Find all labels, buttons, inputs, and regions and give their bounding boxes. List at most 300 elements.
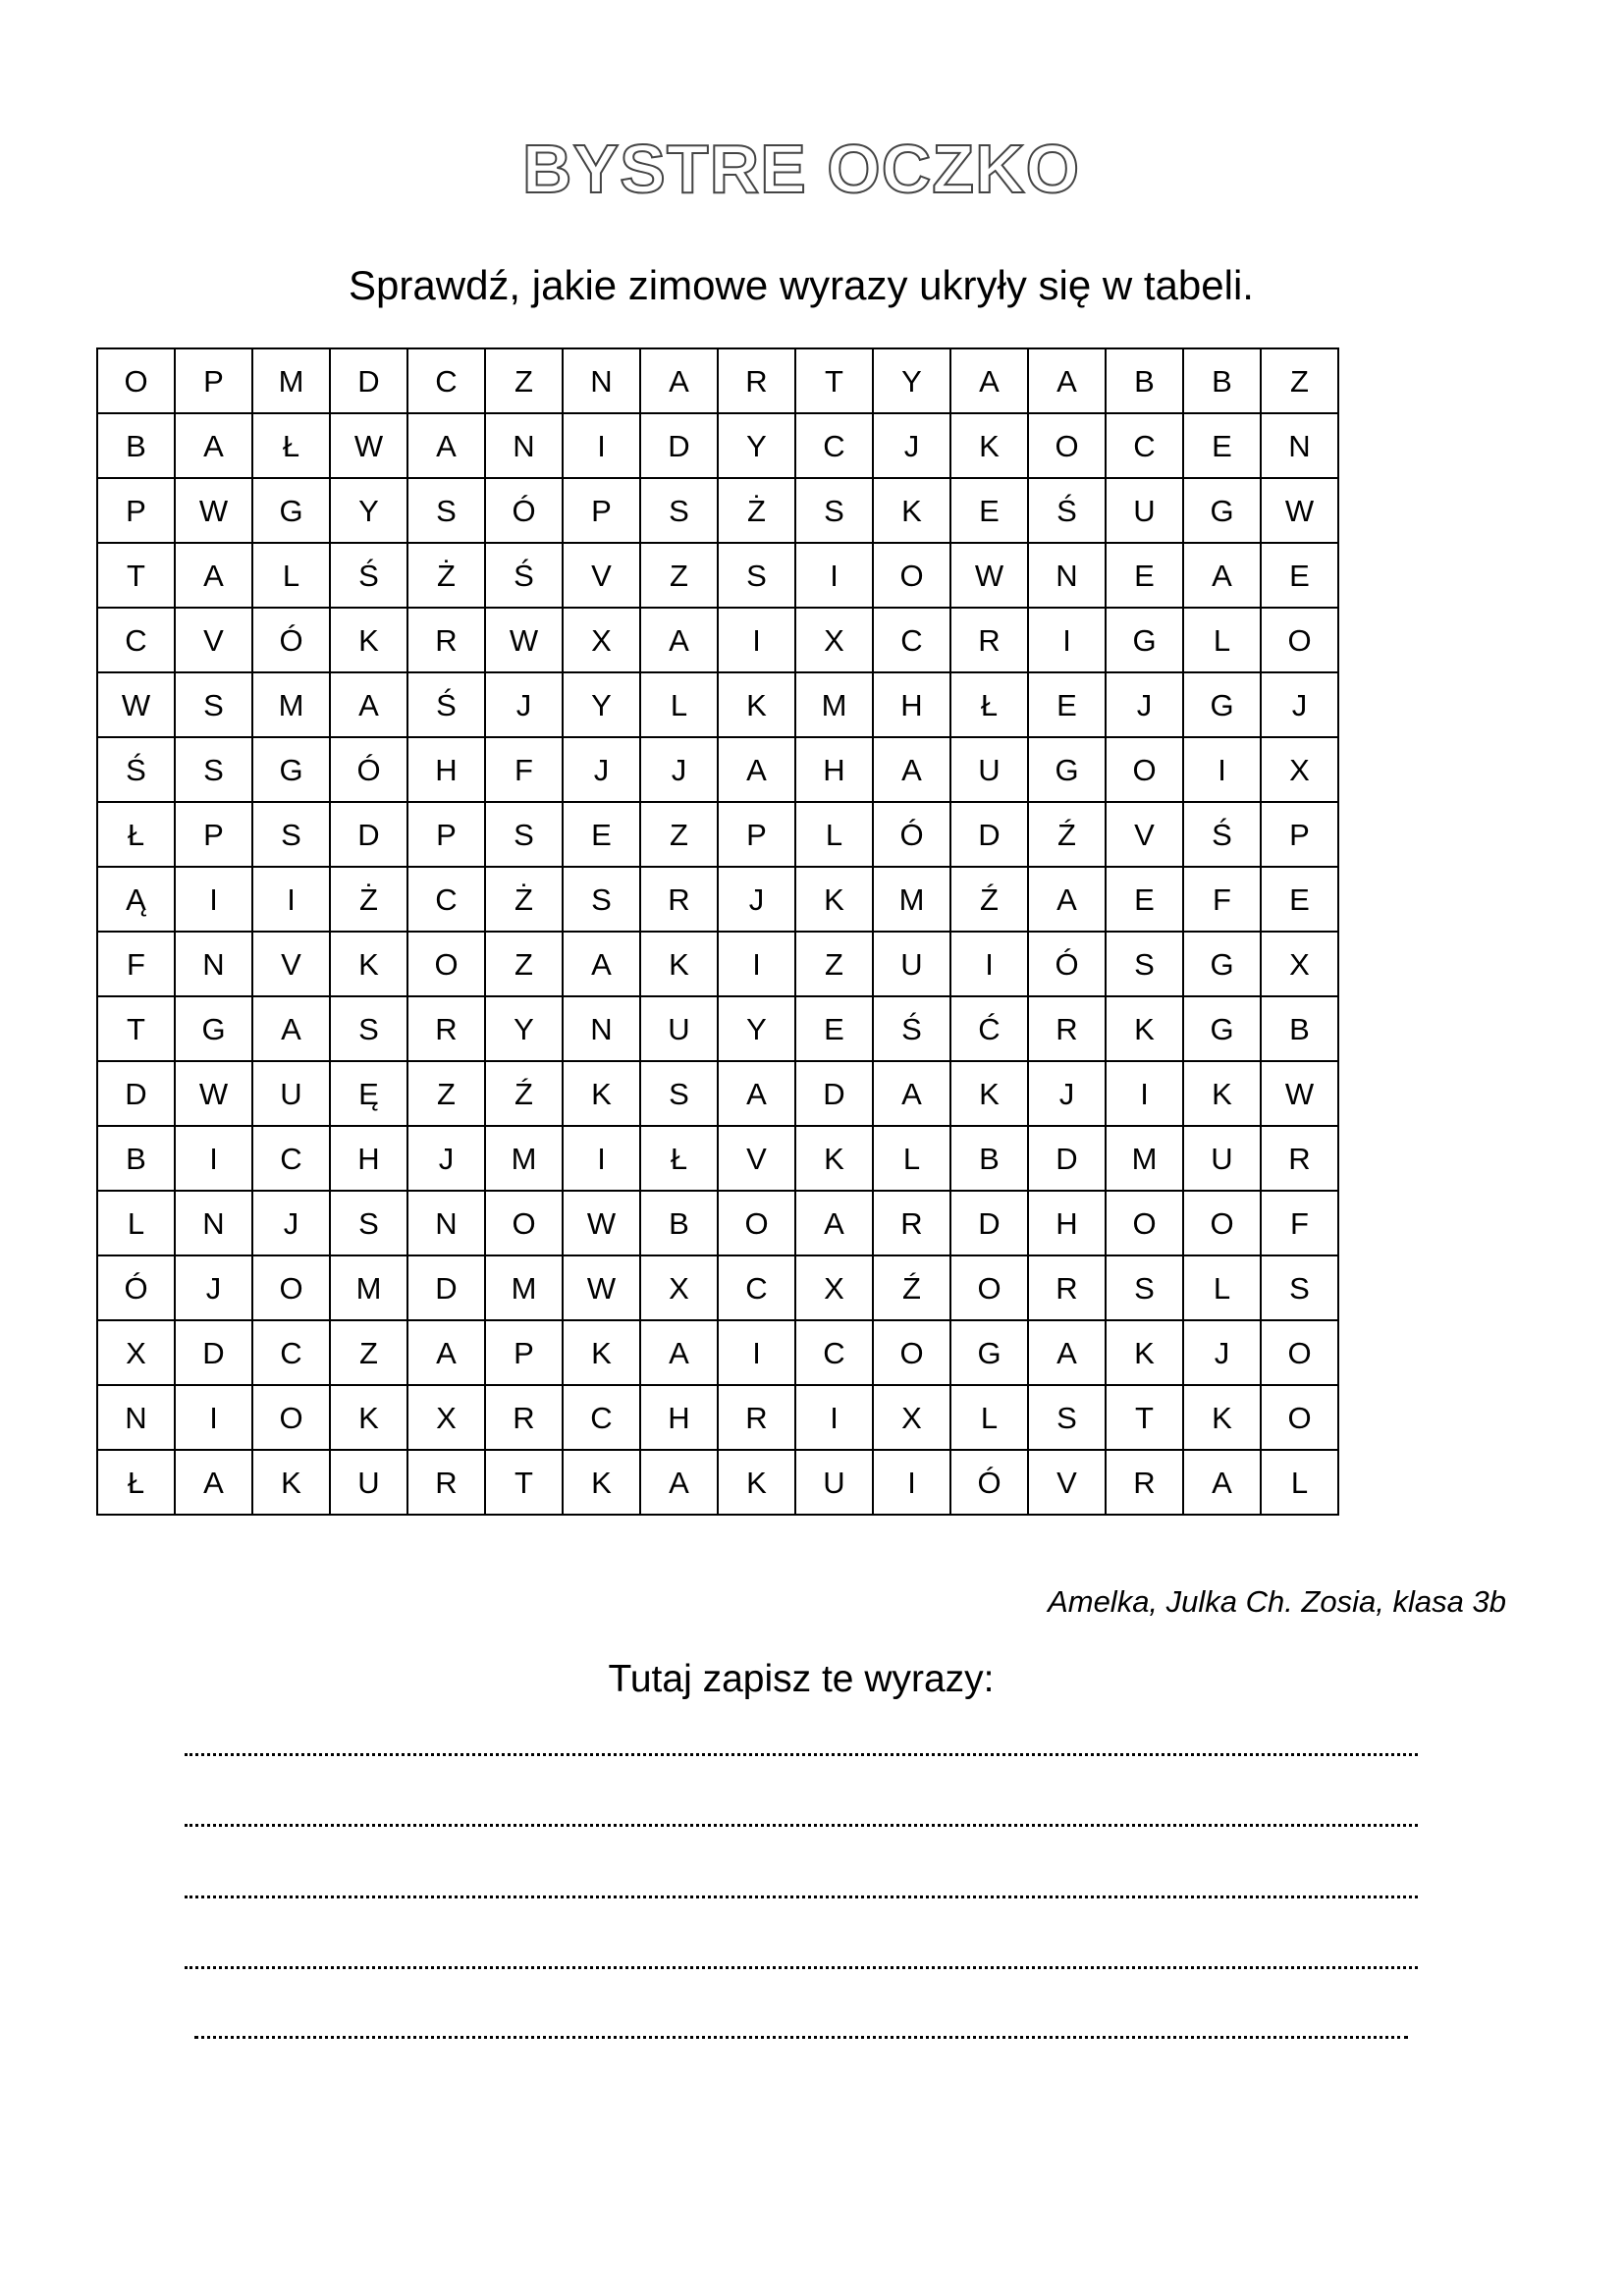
grid-cell[interactable]: A <box>1028 348 1106 413</box>
grid-cell[interactable]: J <box>175 1255 252 1320</box>
grid-cell[interactable]: D <box>1028 1126 1106 1191</box>
grid-cell[interactable]: J <box>1261 672 1338 737</box>
grid-cell[interactable]: A <box>718 1061 795 1126</box>
grid-cell[interactable]: O <box>485 1191 563 1255</box>
grid-cell[interactable]: G <box>950 1320 1028 1385</box>
grid-cell[interactable]: X <box>1261 737 1338 802</box>
grid-cell[interactable]: Y <box>718 996 795 1061</box>
grid-cell[interactable]: Y <box>563 672 640 737</box>
grid-cell[interactable]: U <box>873 932 950 996</box>
grid-cell[interactable]: C <box>252 1126 330 1191</box>
grid-cell[interactable]: E <box>950 478 1028 543</box>
grid-cell[interactable]: O <box>950 1255 1028 1320</box>
grid-cell[interactable]: D <box>950 802 1028 867</box>
grid-cell[interactable]: F <box>1261 1191 1338 1255</box>
grid-cell[interactable]: W <box>175 1061 252 1126</box>
grid-cell[interactable]: A <box>950 348 1028 413</box>
grid-cell[interactable]: C <box>795 1320 873 1385</box>
grid-cell[interactable]: A <box>330 672 407 737</box>
answer-line[interactable] <box>194 2036 1408 2039</box>
grid-cell[interactable]: Ś <box>1183 802 1261 867</box>
grid-cell[interactable]: M <box>485 1255 563 1320</box>
grid-cell[interactable]: X <box>563 608 640 672</box>
answer-line[interactable] <box>185 1896 1418 1898</box>
grid-cell[interactable]: A <box>873 1061 950 1126</box>
grid-cell[interactable]: G <box>1183 996 1261 1061</box>
grid-cell[interactable]: I <box>563 413 640 478</box>
grid-cell[interactable]: Ó <box>97 1255 175 1320</box>
grid-cell[interactable]: J <box>1183 1320 1261 1385</box>
grid-cell[interactable]: X <box>1261 932 1338 996</box>
grid-cell[interactable]: F <box>97 932 175 996</box>
grid-cell[interactable]: O <box>873 1320 950 1385</box>
grid-cell[interactable]: I <box>873 1450 950 1515</box>
grid-cell[interactable]: Y <box>718 413 795 478</box>
grid-cell[interactable]: D <box>407 1255 485 1320</box>
grid-cell[interactable]: B <box>97 413 175 478</box>
grid-cell[interactable]: L <box>1261 1450 1338 1515</box>
grid-cell[interactable]: T <box>97 543 175 608</box>
grid-cell[interactable]: G <box>252 737 330 802</box>
grid-cell[interactable]: L <box>640 672 718 737</box>
grid-cell[interactable]: H <box>407 737 485 802</box>
grid-cell[interactable]: C <box>97 608 175 672</box>
grid-cell[interactable]: I <box>718 932 795 996</box>
grid-cell[interactable]: Ś <box>330 543 407 608</box>
grid-cell[interactable]: I <box>950 932 1028 996</box>
instruction-text: Sprawdź, jakie zimowe wyrazy ukryły się w tabeli. <box>349 262 1254 308</box>
grid-cell[interactable]: G <box>1183 672 1261 737</box>
grid-cell[interactable]: I <box>718 1320 795 1385</box>
grid-cell[interactable]: J <box>873 413 950 478</box>
grid-cell[interactable]: I <box>1106 1061 1183 1126</box>
grid-cell[interactable]: R <box>485 1385 563 1450</box>
answer-line[interactable] <box>185 1966 1418 1969</box>
grid-cell[interactable]: Z <box>330 1320 407 1385</box>
grid-cell[interactable]: A <box>1183 543 1261 608</box>
grid-cell[interactable]: K <box>563 1450 640 1515</box>
grid-cell[interactable]: Ą <box>97 867 175 932</box>
grid-cell[interactable]: L <box>1183 1255 1261 1320</box>
grid-cell[interactable]: M <box>252 348 330 413</box>
grid-cell[interactable]: D <box>330 802 407 867</box>
grid-cell[interactable]: N <box>175 932 252 996</box>
grid-cell[interactable]: C <box>1106 413 1183 478</box>
grid-cell[interactable]: I <box>795 543 873 608</box>
grid-cell[interactable]: X <box>407 1385 485 1450</box>
grid-row <box>97 1061 1338 1126</box>
grid-cell[interactable]: C <box>407 867 485 932</box>
grid-cell[interactable]: N <box>175 1191 252 1255</box>
grid-cell[interactable]: Ł <box>97 802 175 867</box>
grid-cell[interactable]: O <box>407 932 485 996</box>
grid-cell[interactable]: M <box>485 1126 563 1191</box>
grid-cell[interactable]: P <box>175 802 252 867</box>
grid-cell[interactable]: Ś <box>485 543 563 608</box>
grid-cell[interactable]: A <box>718 737 795 802</box>
grid-cell[interactable]: N <box>563 348 640 413</box>
grid-cell[interactable]: B <box>1261 996 1338 1061</box>
grid-cell[interactable]: C <box>563 1385 640 1450</box>
grid-cell[interactable]: R <box>1261 1126 1338 1191</box>
grid-cell[interactable]: L <box>950 1385 1028 1450</box>
grid-cell[interactable]: K <box>795 1126 873 1191</box>
grid-cell[interactable]: Ó <box>252 608 330 672</box>
grid-cell[interactable]: A <box>640 1450 718 1515</box>
grid-cell[interactable]: A <box>175 413 252 478</box>
grid-cell[interactable]: U <box>1106 478 1183 543</box>
grid-cell[interactable]: K <box>1106 996 1183 1061</box>
grid-cell[interactable]: C <box>795 413 873 478</box>
grid-cell[interactable]: Ó <box>330 737 407 802</box>
grid-cell[interactable]: M <box>1106 1126 1183 1191</box>
grid-cell[interactable]: Z <box>640 802 718 867</box>
grid-cell[interactable]: W <box>1261 478 1338 543</box>
word-search-grid <box>96 347 1339 1516</box>
grid-cell[interactable]: P <box>97 478 175 543</box>
grid-cell[interactable]: R <box>1028 996 1106 1061</box>
grid-cell[interactable]: Z <box>1261 348 1338 413</box>
grid-cell[interactable]: I <box>175 867 252 932</box>
grid-cell[interactable]: A <box>252 996 330 1061</box>
grid-cell[interactable]: O <box>97 348 175 413</box>
grid-cell[interactable]: W <box>330 413 407 478</box>
grid-cell[interactable]: K <box>563 1061 640 1126</box>
grid-cell[interactable]: H <box>330 1126 407 1191</box>
grid-cell[interactable]: E <box>1028 672 1106 737</box>
grid-cell[interactable]: O <box>1106 1191 1183 1255</box>
grid-cell[interactable]: E <box>795 996 873 1061</box>
authors-credit: Amelka, Julka Ch. Zosia, klasa 3b <box>1048 1584 1506 1619</box>
grid-cell[interactable]: G <box>1183 478 1261 543</box>
grid-cell[interactable]: E <box>1261 543 1338 608</box>
grid-row <box>97 1320 1338 1385</box>
grid-cell[interactable]: Z <box>407 1061 485 1126</box>
grid-cell[interactable]: G <box>175 996 252 1061</box>
grid-cell[interactable]: D <box>97 1061 175 1126</box>
grid-cell[interactable]: U <box>795 1450 873 1515</box>
grid-cell[interactable]: A <box>563 932 640 996</box>
answer-prompt: Tutaj zapisz te wyrazy: <box>608 1658 995 1700</box>
grid-cell[interactable]: P <box>407 802 485 867</box>
grid-cell[interactable]: Ź <box>1028 802 1106 867</box>
grid-cell[interactable]: E <box>1183 413 1261 478</box>
grid-cell[interactable]: D <box>175 1320 252 1385</box>
grid-cell[interactable]: I <box>1028 608 1106 672</box>
grid-cell[interactable]: B <box>640 1191 718 1255</box>
grid-cell[interactable]: Ź <box>873 1255 950 1320</box>
grid-cell[interactable]: T <box>485 1450 563 1515</box>
grid-cell[interactable]: V <box>1106 802 1183 867</box>
grid-cell[interactable]: T <box>795 348 873 413</box>
grid-cell[interactable]: K <box>330 1385 407 1450</box>
grid-cell[interactable]: H <box>1028 1191 1106 1255</box>
grid-cell[interactable]: O <box>1261 608 1338 672</box>
grid-cell[interactable]: E <box>563 802 640 867</box>
grid-cell[interactable]: H <box>640 1385 718 1450</box>
grid-cell[interactable]: J <box>1106 672 1183 737</box>
grid-cell[interactable]: B <box>1106 348 1183 413</box>
grid-cell[interactable]: I <box>175 1385 252 1450</box>
grid-cell[interactable]: I <box>175 1126 252 1191</box>
grid-cell[interactable]: C <box>873 608 950 672</box>
grid-cell[interactable]: F <box>1183 867 1261 932</box>
grid-cell[interactable]: J <box>563 737 640 802</box>
grid-cell[interactable]: W <box>563 1255 640 1320</box>
grid-cell[interactable]: O <box>252 1255 330 1320</box>
grid-cell[interactable]: U <box>640 996 718 1061</box>
grid-cell[interactable]: D <box>330 348 407 413</box>
grid-cell[interactable]: J <box>407 1126 485 1191</box>
grid-cell[interactable]: P <box>1261 802 1338 867</box>
grid-cell[interactable]: W <box>175 478 252 543</box>
grid-cell[interactable]: S <box>640 1061 718 1126</box>
grid-cell[interactable]: S <box>795 478 873 543</box>
grid-cell[interactable]: L <box>1183 608 1261 672</box>
grid-cell[interactable]: G <box>1183 932 1261 996</box>
grid-cell[interactable]: K <box>718 1450 795 1515</box>
grid-cell[interactable]: K <box>1106 1320 1183 1385</box>
grid-cell[interactable]: P <box>485 1320 563 1385</box>
grid-cell[interactable]: M <box>330 1255 407 1320</box>
grid-cell[interactable]: A <box>407 1320 485 1385</box>
grid-cell[interactable]: I <box>1183 737 1261 802</box>
grid-cell[interactable]: K <box>252 1450 330 1515</box>
grid-cell[interactable]: V <box>1028 1450 1106 1515</box>
grid-cell[interactable]: V <box>175 608 252 672</box>
grid-cell[interactable]: X <box>640 1255 718 1320</box>
grid-cell[interactable]: H <box>873 672 950 737</box>
grid-cell[interactable]: S <box>252 802 330 867</box>
grid-cell[interactable]: A <box>640 608 718 672</box>
grid-cell[interactable]: Ż <box>718 478 795 543</box>
grid-cell[interactable]: S <box>1106 1255 1183 1320</box>
grid-cell[interactable]: G <box>1106 608 1183 672</box>
grid-cell[interactable]: X <box>873 1385 950 1450</box>
grid-cell[interactable]: N <box>563 996 640 1061</box>
grid-cell[interactable]: A <box>640 1320 718 1385</box>
grid-cell[interactable]: K <box>950 413 1028 478</box>
grid-cell[interactable]: Ę <box>330 1061 407 1126</box>
grid-cell[interactable]: G <box>1028 737 1106 802</box>
grid-cell[interactable]: S <box>1028 1385 1106 1450</box>
grid-cell[interactable]: L <box>795 802 873 867</box>
grid-cell[interactable]: J <box>485 672 563 737</box>
grid-cell[interactable]: Ó <box>950 1450 1028 1515</box>
grid-cell[interactable]: B <box>950 1126 1028 1191</box>
grid-cell[interactable]: S <box>640 478 718 543</box>
grid-cell[interactable]: P <box>718 802 795 867</box>
grid-cell[interactable]: C <box>718 1255 795 1320</box>
grid-cell[interactable]: Ź <box>950 867 1028 932</box>
grid-cell[interactable]: N <box>485 413 563 478</box>
grid-cell[interactable]: K <box>1183 1061 1261 1126</box>
grid-cell[interactable]: N <box>97 1385 175 1450</box>
grid-cell[interactable]: X <box>795 608 873 672</box>
grid-cell[interactable]: O <box>718 1191 795 1255</box>
grid-cell[interactable]: A <box>1028 1320 1106 1385</box>
grid-cell[interactable]: O <box>252 1385 330 1450</box>
grid-cell[interactable]: A <box>873 737 950 802</box>
grid-cell[interactable]: S <box>175 672 252 737</box>
grid-cell[interactable]: J <box>718 867 795 932</box>
grid-cell[interactable]: A <box>640 348 718 413</box>
grid-cell[interactable]: Ć <box>950 996 1028 1061</box>
grid-cell[interactable]: S <box>485 802 563 867</box>
grid-cell[interactable]: K <box>1183 1385 1261 1450</box>
grid-cell[interactable]: Ś <box>97 737 175 802</box>
grid-cell[interactable]: Ś <box>407 672 485 737</box>
grid-cell[interactable]: R <box>718 348 795 413</box>
grid-cell[interactable]: X <box>795 1255 873 1320</box>
grid-cell[interactable]: V <box>252 932 330 996</box>
grid-cell[interactable]: Ż <box>407 543 485 608</box>
grid-cell[interactable]: E <box>1106 867 1183 932</box>
grid-cell[interactable]: Y <box>873 348 950 413</box>
grid-cell[interactable]: I <box>795 1385 873 1450</box>
grid-cell[interactable]: Ł <box>97 1450 175 1515</box>
grid-cell[interactable]: K <box>795 867 873 932</box>
grid-cell[interactable]: G <box>252 478 330 543</box>
grid-cell[interactable]: C <box>252 1320 330 1385</box>
grid-cell[interactable]: N <box>1261 413 1338 478</box>
grid-cell[interactable]: Z <box>485 932 563 996</box>
grid-cell[interactable]: A <box>407 413 485 478</box>
grid-cell[interactable]: Ł <box>640 1126 718 1191</box>
grid-cell[interactable]: K <box>950 1061 1028 1126</box>
grid-cell[interactable]: J <box>252 1191 330 1255</box>
grid-cell[interactable]: S <box>1261 1255 1338 1320</box>
grid-cell[interactable]: P <box>175 348 252 413</box>
grid-cell[interactable]: Ź <box>485 1061 563 1126</box>
grid-cell[interactable]: O <box>1261 1320 1338 1385</box>
grid-cell[interactable]: S <box>330 1191 407 1255</box>
grid-cell[interactable]: T <box>1106 1385 1183 1450</box>
grid-cell[interactable]: K <box>640 932 718 996</box>
grid-cell[interactable]: D <box>950 1191 1028 1255</box>
grid-cell[interactable]: I <box>252 867 330 932</box>
grid-cell[interactable]: S <box>718 543 795 608</box>
grid-cell[interactable]: W <box>485 608 563 672</box>
grid-cell[interactable]: S <box>1106 932 1183 996</box>
grid-cell[interactable]: Ż <box>485 867 563 932</box>
grid-cell[interactable]: W <box>97 672 175 737</box>
grid-cell[interactable]: Ó <box>873 802 950 867</box>
grid-cell[interactable]: A <box>795 1191 873 1255</box>
grid-cell[interactable]: T <box>97 996 175 1061</box>
grid-cell[interactable]: S <box>175 737 252 802</box>
grid-cell[interactable]: Ó <box>1028 932 1106 996</box>
grid-cell[interactable]: E <box>1106 543 1183 608</box>
grid-cell[interactable]: R <box>407 608 485 672</box>
grid-cell[interactable]: M <box>795 672 873 737</box>
grid-cell[interactable]: R <box>407 996 485 1061</box>
grid-cell[interactable]: K <box>330 932 407 996</box>
grid-cell[interactable]: X <box>97 1320 175 1385</box>
grid-cell[interactable]: R <box>407 1450 485 1515</box>
grid-cell[interactable]: Ś <box>873 996 950 1061</box>
grid-cell[interactable]: A <box>175 543 252 608</box>
grid-cell[interactable]: O <box>1106 737 1183 802</box>
grid-cell[interactable]: V <box>563 543 640 608</box>
grid-cell[interactable]: A <box>1028 867 1106 932</box>
grid-cell[interactable]: F <box>485 737 563 802</box>
grid-cell[interactable]: Z <box>795 932 873 996</box>
grid-cell[interactable]: N <box>1028 543 1106 608</box>
grid-cell[interactable]: Z <box>640 543 718 608</box>
grid-cell[interactable]: K <box>563 1320 640 1385</box>
grid-cell[interactable]: I <box>563 1126 640 1191</box>
answer-line[interactable] <box>185 1753 1418 1756</box>
grid-cell[interactable]: R <box>640 867 718 932</box>
grid-cell[interactable]: O <box>1261 1385 1338 1450</box>
grid-cell[interactable]: Ł <box>252 413 330 478</box>
grid-cell[interactable]: Z <box>485 348 563 413</box>
grid-cell[interactable]: K <box>873 478 950 543</box>
grid-cell[interactable]: M <box>873 867 950 932</box>
grid-cell[interactable]: C <box>407 348 485 413</box>
grid-cell[interactable]: S <box>563 867 640 932</box>
grid-cell[interactable]: Y <box>330 478 407 543</box>
grid-cell[interactable]: W <box>950 543 1028 608</box>
grid-cell[interactable]: J <box>1028 1061 1106 1126</box>
grid-cell[interactable]: Ó <box>485 478 563 543</box>
grid-cell[interactable]: D <box>795 1061 873 1126</box>
grid-cell[interactable]: U <box>330 1450 407 1515</box>
grid-cell[interactable]: S <box>330 996 407 1061</box>
grid-cell[interactable]: K <box>718 672 795 737</box>
grid-cell[interactable]: W <box>563 1191 640 1255</box>
grid-cell[interactable]: W <box>1261 1061 1338 1126</box>
grid-cell[interactable]: U <box>252 1061 330 1126</box>
grid-cell[interactable]: O <box>873 543 950 608</box>
grid-cell[interactable]: V <box>718 1126 795 1191</box>
grid-cell[interactable]: Y <box>485 996 563 1061</box>
grid-cell[interactable]: R <box>873 1191 950 1255</box>
grid-cell[interactable]: I <box>718 608 795 672</box>
grid-cell[interactable]: R <box>1106 1450 1183 1515</box>
grid-cell[interactable]: H <box>795 737 873 802</box>
grid-cell[interactable]: B <box>1183 348 1261 413</box>
grid-cell[interactable]: O <box>1028 413 1106 478</box>
grid-cell[interactable]: U <box>1183 1126 1261 1191</box>
grid-cell[interactable]: R <box>718 1385 795 1450</box>
answer-line[interactable] <box>185 1824 1418 1827</box>
grid-cell[interactable]: M <box>252 672 330 737</box>
grid-cell[interactable]: J <box>640 737 718 802</box>
grid-cell[interactable]: D <box>640 413 718 478</box>
grid-cell[interactable]: O <box>1183 1191 1261 1255</box>
grid-cell[interactable]: E <box>1261 867 1338 932</box>
grid-cell[interactable]: A <box>175 1450 252 1515</box>
grid-cell[interactable]: Ł <box>950 672 1028 737</box>
grid-cell[interactable]: R <box>950 608 1028 672</box>
grid-cell[interactable]: R <box>1028 1255 1106 1320</box>
grid-cell[interactable]: N <box>407 1191 485 1255</box>
grid-cell[interactable]: L <box>873 1126 950 1191</box>
grid-cell[interactable]: K <box>330 608 407 672</box>
grid-cell[interactable]: L <box>97 1191 175 1255</box>
grid-cell[interactable]: A <box>1183 1450 1261 1515</box>
grid-cell[interactable]: Ż <box>330 867 407 932</box>
grid-row <box>97 1385 1338 1450</box>
grid-cell[interactable]: P <box>563 478 640 543</box>
grid-cell[interactable]: B <box>97 1126 175 1191</box>
grid-cell[interactable]: U <box>950 737 1028 802</box>
grid-cell[interactable]: S <box>407 478 485 543</box>
grid-cell[interactable]: Ś <box>1028 478 1106 543</box>
grid-cell[interactable]: L <box>252 543 330 608</box>
